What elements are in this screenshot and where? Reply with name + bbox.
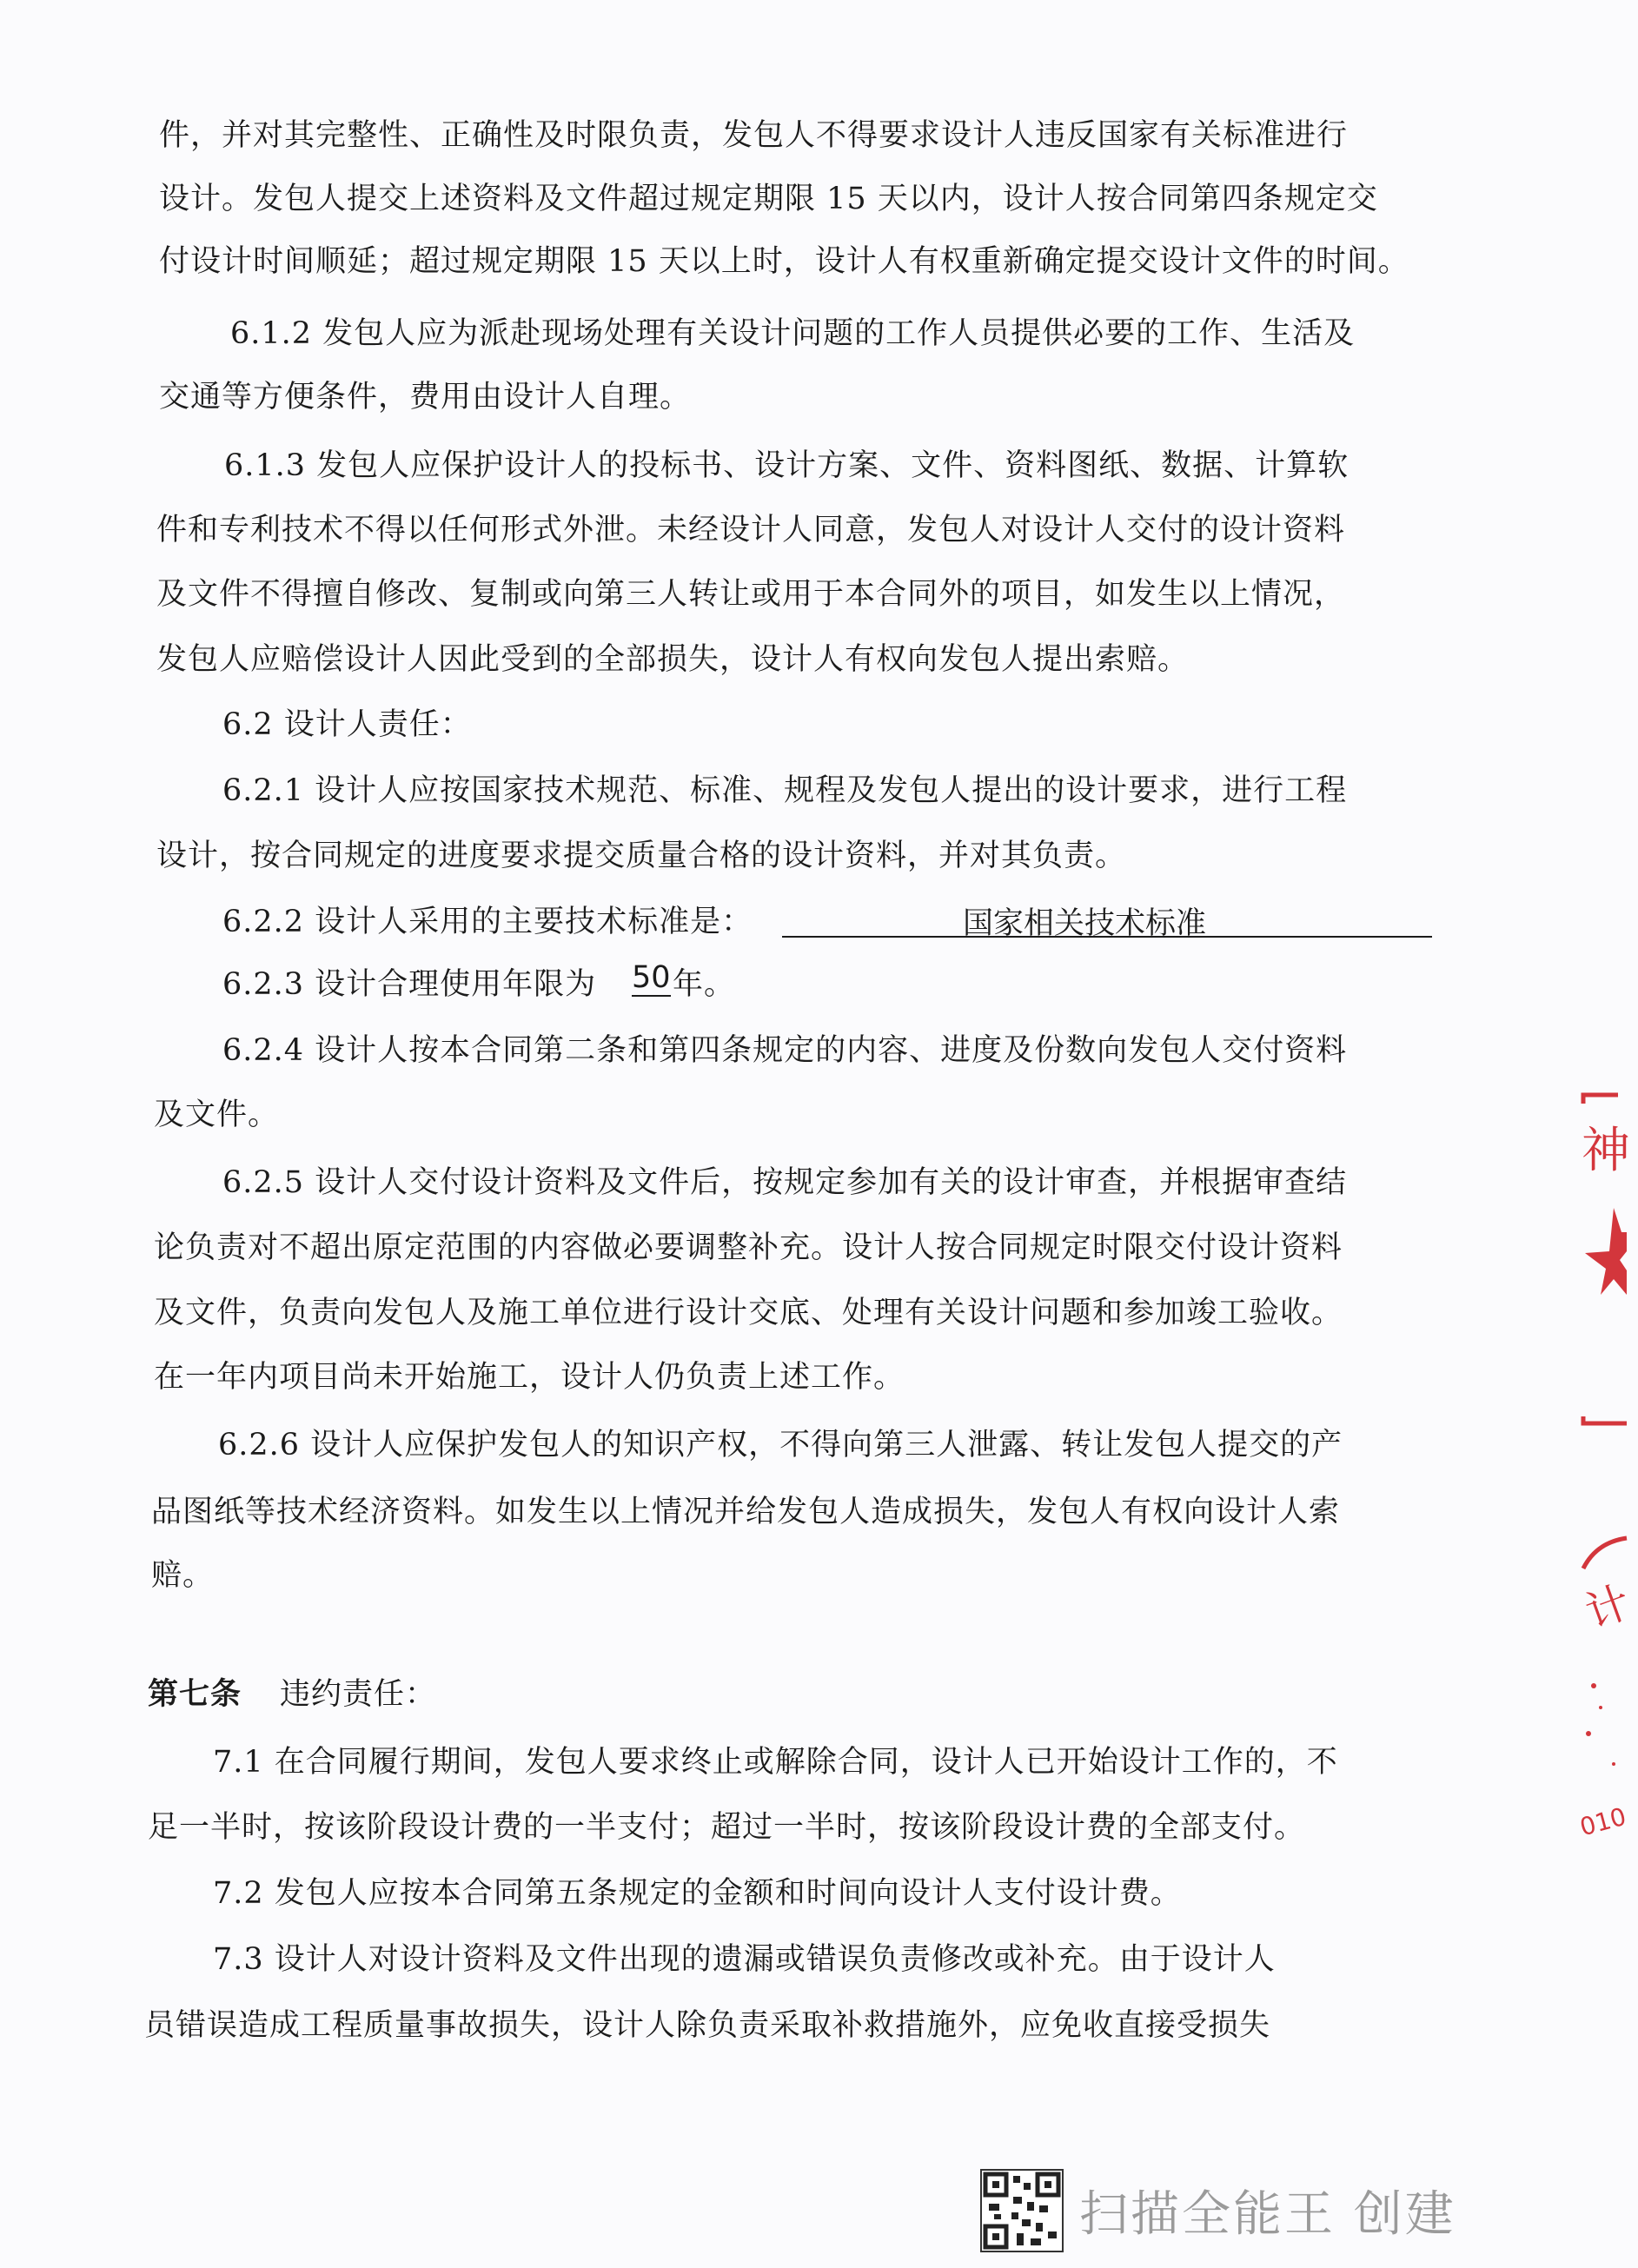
clause-6-2-2: 6.2.2 设计人采用的主要技术标准是： xyxy=(222,905,753,939)
clause-6-1-3: 6.1.3 发包人应保护设计人的投标书、设计方案、文件、资料图纸、数据、计算软 xyxy=(224,448,1350,483)
seal-star-icon xyxy=(1585,1208,1627,1295)
qr-code-icon xyxy=(980,2169,1064,2252)
scanner-watermark xyxy=(980,2169,1456,2252)
official-seal-partial xyxy=(1566,1086,1630,1451)
text-line: 在一年内项目尚未开始施工，设计人仍负责上述工作。 xyxy=(154,1360,905,1395)
clause-7-2: 7.2 发包人应按本合同第五条规定的金额和时间向设计人支付设计费。 xyxy=(213,1876,1182,1911)
text-line: 及文件不得擅自修改、复制或向第三人转让或用于本合同外的项目，如发生以上情况， xyxy=(156,577,1346,612)
clause-7-1: 7.1 在合同履行期间，发包人要求终止或解除合同，设计人已开始设计工作的，不 xyxy=(213,1745,1338,1780)
text-line: 件，并对其完整性、正确性及时限负责，发包人不得要求设计人违反国家有关标准进行 xyxy=(159,118,1349,153)
text-line: 论负责对不超出原定范围的内容做必要调整补充。设计人按合同规定时限交付设计资料 xyxy=(154,1230,1343,1265)
clause-6-2-6: 6.2.6 设计人应保护发包人的知识产权，不得向第三人泄露、转让发包人提交的产 xyxy=(218,1428,1343,1462)
text-line: 品图纸等技术经济资料。如发生以上情况并给发包人造成损失，发包人有权向设计人索 xyxy=(151,1495,1341,1529)
text-line: 及文件，负责向发包人及施工单位进行设计交底、处理有关设计问题和参加竣工验收。 xyxy=(154,1296,1343,1330)
text-line: 付设计时间顺延；超过规定期限 15 天以上时，设计人有权重新确定提交设计文件的时间。 xyxy=(159,244,1409,279)
years-value: 50 xyxy=(632,960,671,995)
text-line: 设计。发包人提交上述资料及文件超过规定期限 15 天以内，设计人按合同第四条规定交 xyxy=(159,182,1378,216)
article-7-title: 违约责任： xyxy=(280,1677,437,1712)
clause-6-1-2: 6.1.2 发包人应为派赴现场处理有关设计问题的工作人员提供必要的工作、生活及 xyxy=(230,316,1356,351)
clause-6-2-3: 6.2.3 设计合理使用年限为 xyxy=(222,967,597,1002)
article-7-number: 第七条 xyxy=(148,1677,242,1712)
text-line: 发包人应赔偿设计人因此受到的全部损失，设计人有权向发包人提出索赔。 xyxy=(156,642,1190,677)
text-line: 员错误造成工程质量事故损失，设计人除负责采取补救措施外，应免收直接受损失 xyxy=(144,2008,1271,2043)
seal-character: 神 xyxy=(1582,1123,1630,1179)
seal-digits: 010 xyxy=(1576,1801,1629,1842)
clause-6-2-4: 6.2.4 设计人按本合同第二条和第四条规定的内容、进度及份数向发包人交付资料 xyxy=(222,1033,1348,1068)
text-line: 年。 xyxy=(673,967,736,1002)
design-seal-partial xyxy=(1566,1521,1637,1868)
clause-6-2-5: 6.2.5 设计人交付设计资料及文件后，按规定参加有关的设计审查，并根据审查结 xyxy=(222,1165,1348,1200)
text-line: 赔。 xyxy=(151,1558,215,1593)
watermark-text: 扫描全能王 创建 xyxy=(1079,2186,1456,2243)
clause-7-3: 7.3 设计人对设计资料及文件出现的遗漏或错误负责修改或补充。由于设计人 xyxy=(213,1942,1276,1977)
section-6-2-title: 6.2 设计人责任： xyxy=(222,707,472,742)
text-line: 设计，按合同规定的进度要求提交质量合格的设计资料，并对其负责。 xyxy=(156,839,1127,873)
text-line: 足一半时，按该阶段设计费的一半支付；超过一半时，按该阶段设计费的全部支付。 xyxy=(148,1810,1306,1845)
text-line: 及文件。 xyxy=(154,1098,280,1132)
text-line: 交通等方便条件，费用由设计人自理。 xyxy=(159,380,692,414)
clause-6-2-1: 6.2.1 设计人应按国家技术规范、标准、规程及发包人提出的设计要求，进行工程 xyxy=(222,773,1348,808)
standard-value: 国家相关技术标准 xyxy=(963,906,1207,941)
text-line: 件和专利技术不得以任何形式外泄。未经设计人同意，发包人对设计人交付的设计资料 xyxy=(156,513,1346,547)
seal-character: 计 xyxy=(1578,1575,1637,1639)
